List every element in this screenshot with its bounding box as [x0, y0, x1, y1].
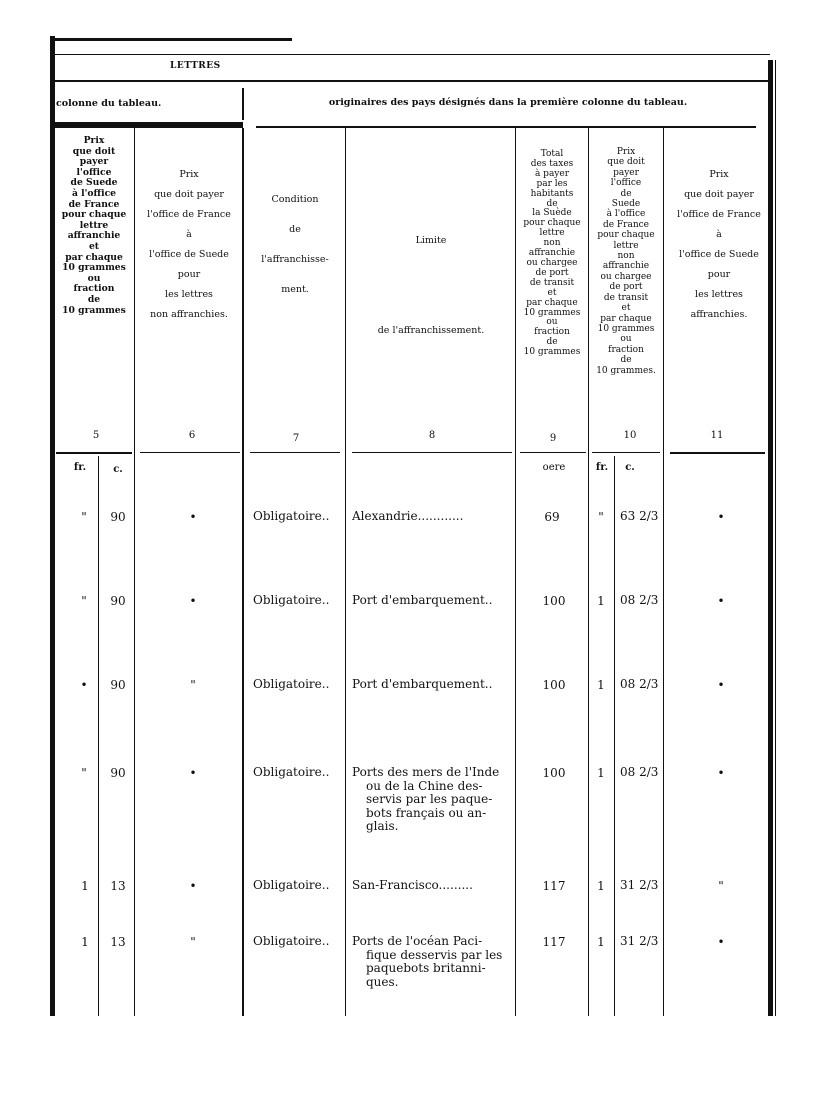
row3-total: 100 [542, 678, 566, 692]
col-7-number: 7 [292, 433, 300, 444]
row3-condition: Obligatoire.. [253, 677, 330, 691]
row6-p10-c: 31 2/3 [620, 934, 659, 948]
col-5-number: 5 [92, 430, 100, 441]
row6-col11: • [717, 935, 725, 949]
row6-fr: 1 [81, 935, 89, 949]
banner-rule-bottom [55, 80, 770, 82]
subcol-sep-5 [98, 456, 99, 1016]
row1-fr: " [81, 510, 87, 524]
row3-p10-c: 08 2/3 [620, 677, 659, 691]
row1-p10-c: 63 2/3 [620, 509, 659, 523]
row6-p10-fr: 1 [597, 935, 605, 949]
row4-limite-line: servis par les paque- [366, 792, 493, 806]
row3-limite-line: Port d'embarquement.. [352, 677, 493, 691]
row6-condition: Obligatoire.. [253, 934, 330, 948]
row2-c: 90 [110, 594, 126, 608]
row6-c: 13 [110, 935, 126, 949]
row6-limite-line: fique desservis par les [366, 947, 503, 962]
col-5-header: Prix que doit payer l'office de Suede à l'office de France pour chaque lettre affranchie et par chaque 10 grammes ou fraction de 10 grammes [61, 135, 127, 316]
row4-limite-line: glais. [366, 819, 399, 833]
unit-col9: oere [542, 462, 566, 473]
row3-col11: • [717, 678, 725, 692]
row2-limite-line: Port d'embarquement.. [352, 593, 493, 607]
row1-limite-line: Alexandrie............ [352, 509, 464, 523]
row2-total: 100 [542, 594, 566, 608]
row4-fr: " [81, 766, 87, 780]
row1-p10-fr: " [598, 510, 604, 524]
row4-total: 100 [542, 766, 566, 780]
row5-condition: Obligatoire.. [253, 878, 330, 892]
row2-limite [352, 594, 512, 608]
row4-c: 90 [110, 766, 126, 780]
col-7-header: Condition de l'affranchisse- ment. [261, 194, 329, 295]
row4-limite [352, 766, 514, 834]
row3-p10-fr: 1 [597, 678, 605, 692]
row3-c: 90 [110, 678, 126, 692]
col-6-header: Prix que doit payer l'office de France à l'office de Suede pour les lettres non affranchies. [147, 169, 231, 320]
row5-c: 13 [110, 879, 126, 893]
row4-limite-line: Ports des mers de l'Inde [352, 765, 500, 779]
row5-p10-c: 31 2/3 [620, 878, 659, 892]
row2-p10-fr: 1 [597, 594, 605, 608]
row6-col6: " [190, 935, 196, 949]
header-rule-8 [352, 452, 512, 453]
row6-total: 117 [542, 935, 566, 949]
row3-col6: " [190, 678, 196, 692]
row4-p10-fr: 1 [597, 766, 605, 780]
col-9-header: Total des taxes à payer par les habitants de la Suède pour chaque lettre non affranchie ou chargee de port de transit et par chaque 10 grammes ou fraction de 10 grammes [523, 149, 581, 358]
top-rule [52, 38, 292, 41]
row5-limite-line: San-Francisco......... [352, 878, 473, 892]
col-10-number: 10 [623, 430, 637, 441]
row4-p10-c: 08 2/3 [620, 765, 659, 779]
header-rule-7 [250, 452, 340, 453]
unit-col10-c: c. [625, 462, 635, 473]
row5-total: 117 [542, 879, 566, 893]
row2-col11: • [717, 594, 725, 608]
row2-fr: " [81, 594, 87, 608]
row6-limite-line: Ports de l'océan Paci- [352, 934, 483, 948]
unit-col5-fr: fr. [73, 462, 87, 473]
row6-limite-line: paquebots britanni- [366, 961, 486, 975]
row5-p10-fr: 1 [597, 879, 605, 893]
row1-condition: Obligatoire.. [253, 509, 330, 523]
unit-col5-c: c. [113, 464, 123, 475]
subcol-sep-10 [614, 456, 615, 1016]
row4-condition: Obligatoire.. [253, 765, 330, 779]
row6-limite [352, 935, 514, 989]
row1-c: 90 [110, 510, 126, 524]
row3-limite [352, 678, 512, 692]
header-rule-9 [520, 452, 586, 453]
row2-condition: Obligatoire.. [253, 593, 330, 607]
row6-limite-line: ques. [366, 974, 399, 989]
frame-right-thin [775, 60, 776, 1016]
header-rule-6 [140, 452, 240, 453]
col-9-number: 9 [549, 433, 557, 444]
header-split-line [242, 88, 244, 120]
col-8-header: Limite de l'affranchissement. [377, 235, 485, 336]
row4-limite-line: ou de la Chine des- [366, 778, 483, 793]
subhead-rule-left [55, 122, 243, 128]
row2-p10-c: 08 2/3 [620, 593, 659, 607]
row4-limite-line: bots français ou an- [366, 805, 487, 820]
row1-col11: • [717, 510, 725, 524]
row1-total: 69 [544, 510, 560, 524]
col-11-header: Prix que doit payer l'office de France à l'office de Suede pour les lettres affranchies. [677, 169, 761, 320]
col-11-number: 11 [710, 430, 724, 441]
row5-limite [352, 879, 512, 893]
row1-col6: • [189, 510, 197, 524]
banner-rule-top [55, 54, 770, 55]
col-6-number: 6 [188, 430, 196, 441]
row5-col6: • [189, 879, 197, 893]
row2-col6: • [189, 594, 197, 608]
row5-fr: 1 [81, 879, 89, 893]
header-rule-11 [670, 452, 765, 454]
subhead-rule-right [256, 126, 756, 128]
col-8-number: 8 [428, 430, 436, 441]
right-header: originaires des pays désignés dans la première colonne du tableau. [328, 97, 688, 108]
row4-col11: • [717, 766, 725, 780]
top-banner: LETTRES [170, 61, 221, 71]
header-rule-5 [56, 452, 132, 454]
left-header: colonne du tableau. [56, 98, 162, 109]
row5-col11: " [718, 879, 724, 893]
col-10-header: Prix que doit payer l'office de Suede à l'office de France pour chaque lettre non affranchie ou chargee de port de transit et par chaque 10 grammes ou fraction de 10 grammes. [596, 147, 656, 376]
row4-col6: • [189, 766, 197, 780]
unit-col10-fr: fr. [595, 462, 609, 473]
row3-fr: • [80, 678, 88, 692]
row1-limite [352, 510, 512, 524]
header-rule-10 [592, 452, 660, 453]
